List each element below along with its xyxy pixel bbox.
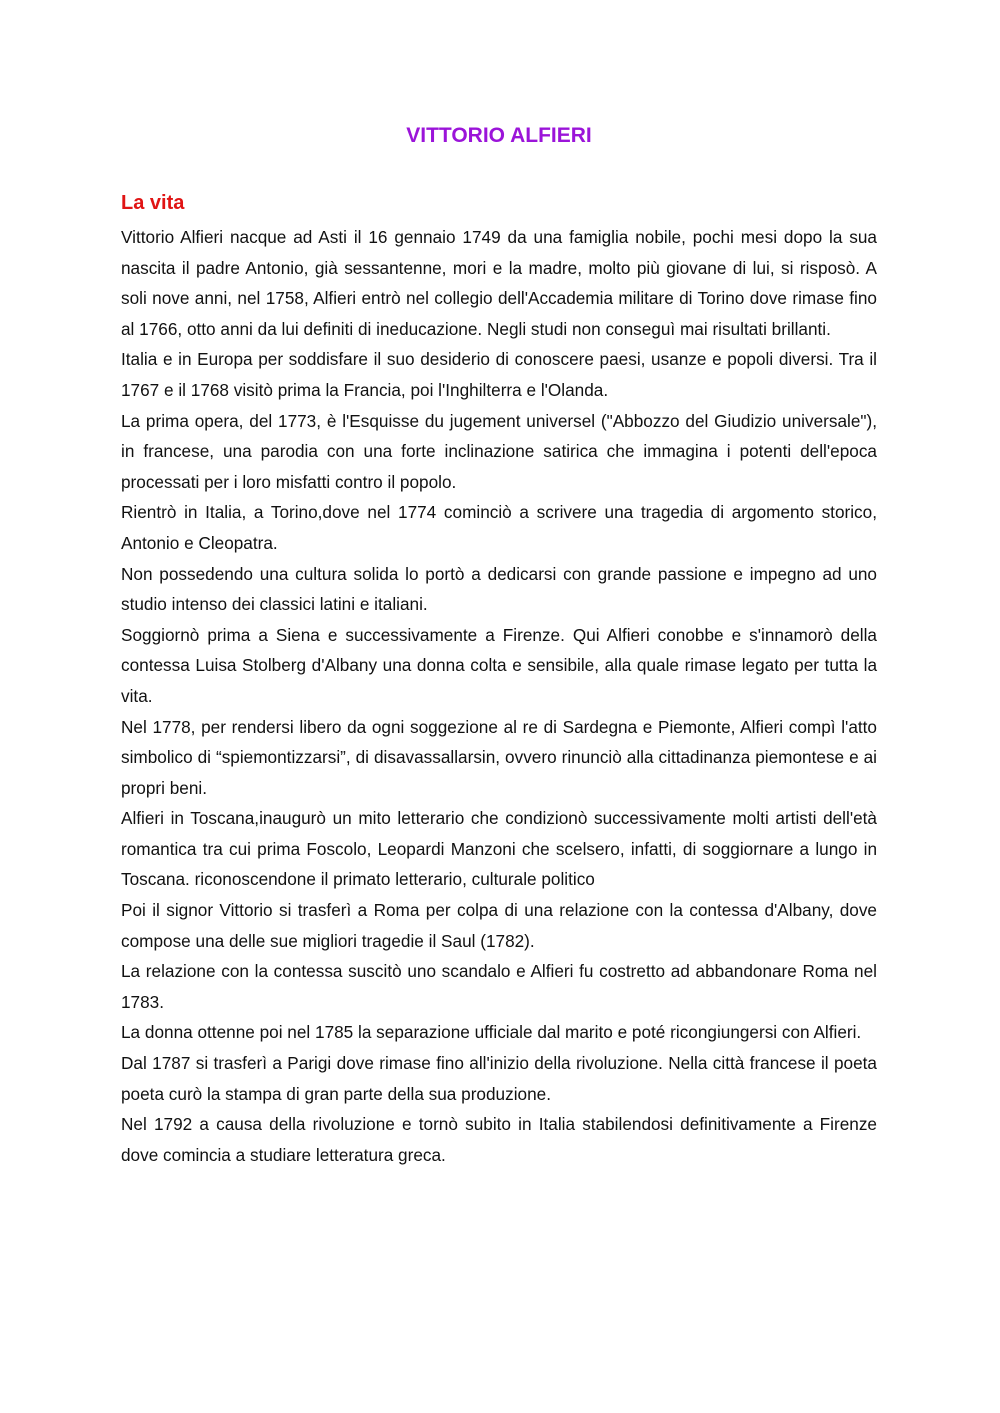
paragraph: La relazione con la contessa suscitò uno scandalo e Alfieri fu costretto ad abbandonare Roma nel 1783. xyxy=(121,961,877,1012)
paragraph: Vittorio Alfieri nacque ad Asti il 16 gennaio 1749 da una famiglia nobile, pochi mesi dopo la sua nascita il padre Antonio, già sessantenne, mori e la madre, molto più giovane di lui, si risposò. A soli nove anni, nel 1758, Alfieri entrò nel collegio dell'Accademia militare di Torino dove rimase fino al 1766, otto anni da lui definiti di ineducazione. Negli studi non conseguì mai risultati brillanti. xyxy=(121,227,877,339)
document-body xyxy=(121,222,877,1170)
paragraph: Non possedendo una cultura solida lo portò a dedicarsi con grande passione e impegno ad uno studio intenso dei classici latini e italiani. xyxy=(121,563,877,615)
section-heading: La vita xyxy=(121,192,185,214)
document-title: VITTORIO ALFIERI xyxy=(406,124,592,147)
paragraph: Nel 1792 a causa della rivoluzione e tornò subito in Italia stabilendosi definitivamente a Firenze dove comincia a studiare letteratura greca. xyxy=(121,1114,877,1165)
paragraph: Alfieri in Toscana,inaugurò un mito letterario che condizionò successivamente molti artisti dell'età romantica tra cui prima Foscolo, Leopardi Manzoni che scelsero, infatti, di soggiornare a lungo in Toscana. riconoscendone il primato letterario, culturale politico xyxy=(121,808,877,890)
paragraph: Poi il signor Vittorio si trasferì a Roma per colpa di una relazione con la contessa d'Albany, dove compose una delle sue migliori tragedie il Saul (1782). xyxy=(121,900,877,951)
paragraph: Dal 1787 si trasferì a Parigi dove rimase fino all'inizio della rivoluzione. Nella città francese il poeta poeta curò la stampa di gran parte della sua produzione. xyxy=(121,1053,877,1104)
paragraph: Soggiornò prima a Siena e successivamente a Firenze. Qui Alfieri conobbe e s'innamorò della contessa Luisa Stolberg d'Albany una donna colta e sensibile, alla quale rimase legato per tutta la vita. xyxy=(121,624,877,706)
paragraph: La donna ottenne poi nel 1785 la separazione ufficiale dal marito e poté ricongiungersi con Alfieri. xyxy=(121,1022,862,1043)
paragraph: La prima opera, del 1773, è l'Esquisse du jugement universel ("Abbozzo del Giudizio universale"), in francese, una parodia con una forte inclinazione satirica che immagina i potenti dell'epoca processati per i loro misfatti contro il popolo. xyxy=(121,410,877,492)
paragraph: Rientrò in Italia, a Torino,dove nel 1774 cominciò a scrivere una tragedia di argomento storico, Antonio e Cleopatra. xyxy=(121,502,877,553)
paragraph: Italia e in Europa per soddisfare il suo desiderio di conoscere paesi, usanze e popoli diversi. Tra il 1767 e il 1768 visitò prima la Francia, poi l'Inghilterra e l'Olanda. xyxy=(121,349,877,400)
paragraph: Nel 1778, per rendersi libero da ogni soggezione al re di Sardegna e Piemonte, Alfieri compì l'atto simbolico di “spiemontizzarsi”, di disavassallarsin, ovvero rinunciò alla cittadinanza piemontese e ai propri beni. xyxy=(121,716,877,798)
document-page xyxy=(121,0,877,1413)
